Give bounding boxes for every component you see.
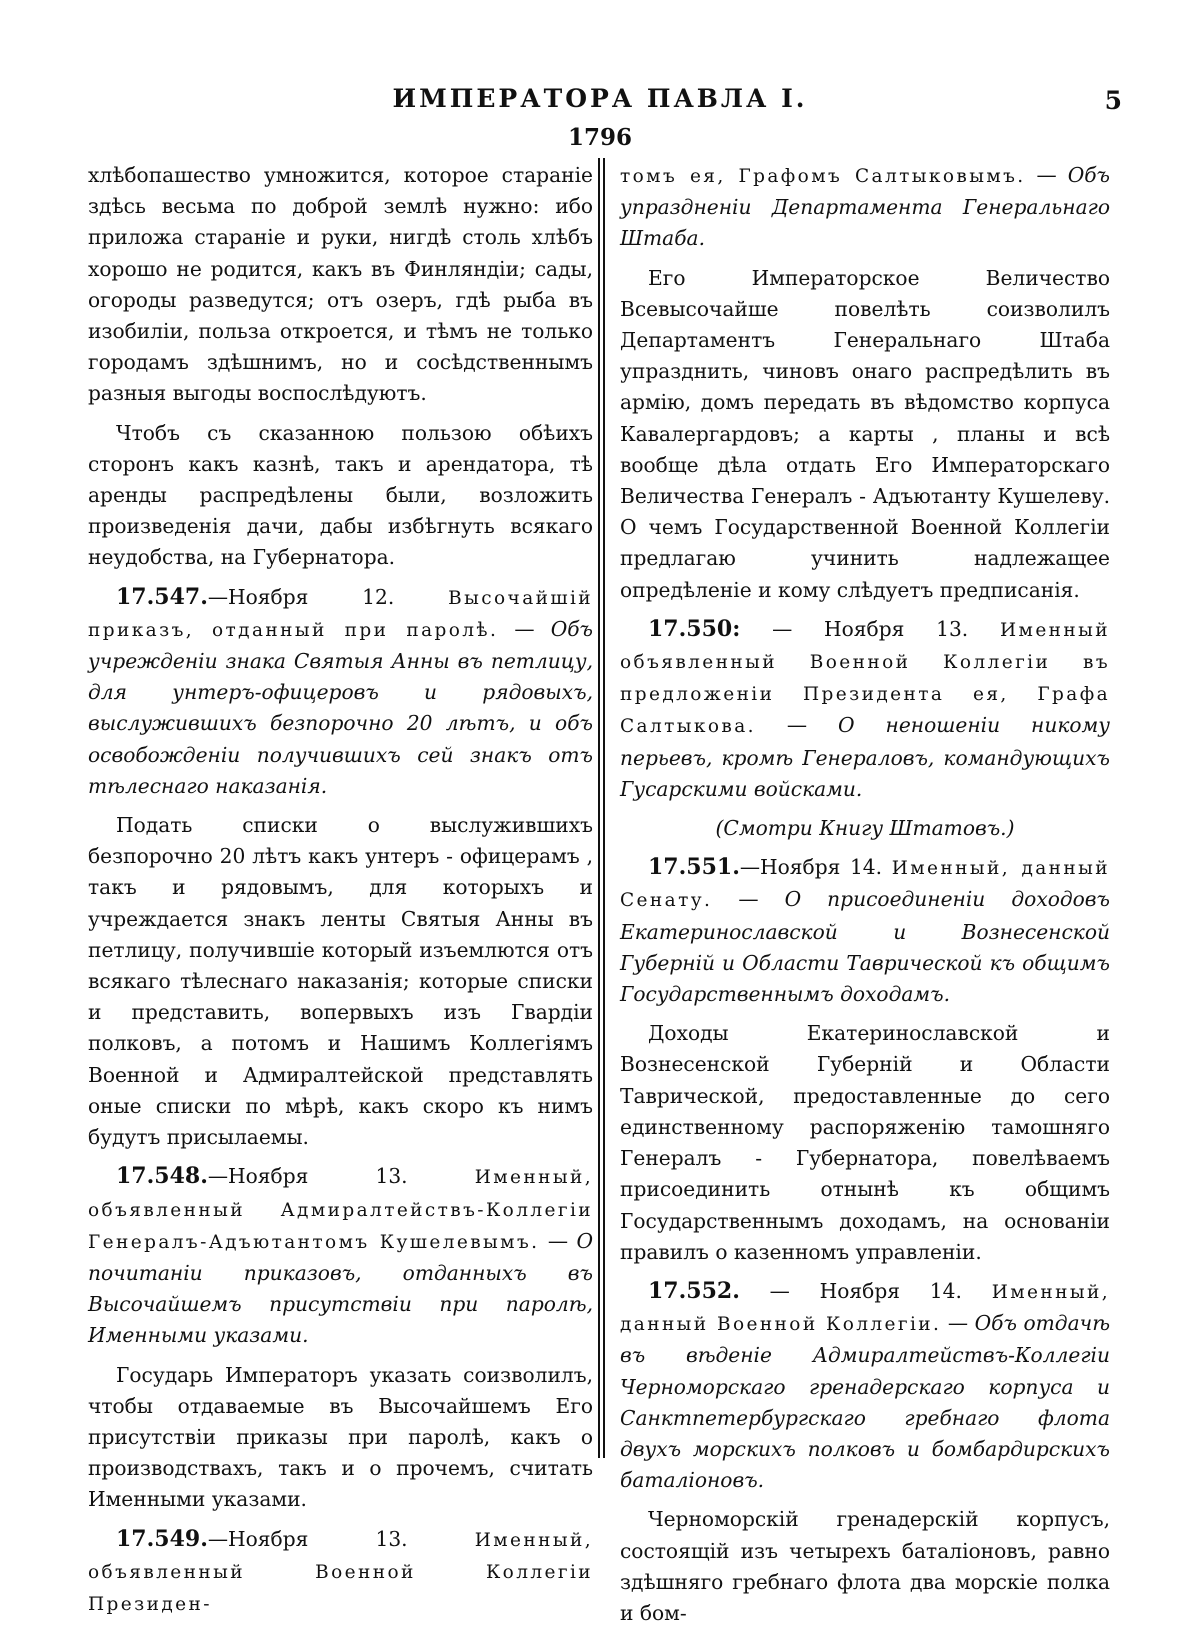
entry-type: Именный, данный Военной Коллегіи. (620, 1281, 1110, 1336)
year-heading: 1796 (567, 124, 632, 151)
entry-title: Объ отдачѣ въ вѣденіе Адмиралтействъ-Коллегіи Черноморскаго гренадерскаго корпуса и Санктпетербургскаго гребнаго флота двухъ морскихъ полковъ и бомбардирскихъ баталіоновъ. (620, 1311, 1110, 1493)
paragraph: Чтобъ съ сказанною пользою обѣихъ сторонъ какъ казнѣ, такъ и арендатора, тѣ аренды распредѣлены были, возложить произведенія дачи, дабы избѣгнуть всякаго неудобства, на Губернатора. (88, 420, 593, 570)
entry-number: 17.550: (648, 615, 741, 642)
entry-heading-17547 (88, 582, 593, 802)
entry-date: —Ноября 14. (739, 855, 883, 880)
entry-date: —Ноября 12. (207, 584, 395, 609)
entry-dash: — (947, 1311, 969, 1336)
entry-text: Черноморскій гренадерскій корпусъ, состоящій изъ четырехъ баталіоновъ, равно здѣшняго гребнаго флота два морскіе полка и бом- (620, 1507, 1110, 1625)
cross-reference-note: (Смотри Книгу Штатовъ.) (715, 816, 1015, 841)
entry-heading-17551 (620, 852, 1110, 1010)
entry-title: О неношеніи никому перьевъ, кромѣ Генераловъ, командующихъ Гусарскими войсками. (620, 713, 1110, 801)
entry-title: О присоединеніи доходовъ Екатеринославской и Вознесенской Губерній и Области Таврической къ общимъ Государственнымъ доходамъ. (620, 887, 1111, 1007)
entry-dash: — (514, 616, 535, 641)
entry-heading-17549-continued (620, 160, 1110, 255)
entry-number: 17.552. (648, 1277, 740, 1304)
entry-text: Подать списки о выслужившихъ безпорочно 20 лѣтъ какъ унтеръ - офицерамъ , такъ и рядовымъ, для которыхъ и учреждается знакъ ленты Святыя Анны въ петлицу, получившіе который изъемлются отъ всякаго тѣлеснаго наказанія; которые списки и представить, вопервыхъ изъ Гвардіи полковъ, а потомъ и Нашимъ Коллегіямъ Военной и Адмиралтейской представлять оные списки по мѣрѣ, какъ скоро къ нимъ будутъ присылаемы. (88, 813, 593, 1150)
entry-number: 17.547. (116, 583, 208, 610)
page-number: 5 (1104, 86, 1122, 115)
entry-title: Объ упраздненіи Департамента Генеральнаго Штаба. (620, 163, 1111, 251)
entry-date: —Ноября 13. (207, 1526, 408, 1551)
entry-number: 17.551. (648, 854, 740, 881)
entry-type: Высочайшій приказъ, отданный при паролѣ. (88, 587, 593, 641)
column-divider-rule (603, 158, 605, 1458)
entry-heading-17549 (88, 1524, 593, 1621)
entry-title: О почитаніи приказовъ, отданныхъ въ Высочайшемъ присутствіи при паролѣ, Именными указами. (88, 1228, 594, 1348)
column-divider-rule (598, 158, 600, 1458)
running-title: ИМПЕРАТОРА ПАВЛА I. (392, 84, 808, 113)
entry-date: — Ноября 14. (769, 1278, 962, 1303)
entry-type: Именный, данный Сенату. (620, 858, 1110, 912)
right-column (620, 160, 1110, 1629)
entry-date: — Ноября 13. (772, 616, 969, 641)
entry-dash: — (786, 713, 808, 738)
entry-type: томъ ея, Графомъ Салтыковымъ. (620, 166, 1026, 187)
entry-number: 17.549. (116, 1525, 208, 1552)
entry-type: Именный объявленный Военной Коллегіи въ предложеніи Президента ея, Графа Салтыкова. (620, 619, 1110, 738)
entry-type: Именный, объявленный Военной Коллегіи Президен- (88, 1529, 593, 1615)
entry-title: Объ учрежденіи знака Святыя Анны въ петлицу, для унтеръ-офицеровъ и рядовыхъ, выслужившихъ безпорочно 20 лѣтъ, и объ освобожденіи получившихъ сей знакъ отъ тѣлеснаго наказанія. (88, 616, 594, 798)
entry-text: Доходы Екатеринославской и Вознесенской Губерній и Области Таврической, предоставленные до сего единственному распоряженію тамошняго Генералъ - Губернатора, повелѣваемъ присоединить отнынѣ къ общимъ Государственнымъ доходамъ, на основаніи правилъ о казенномъ управленіи. (620, 1021, 1110, 1264)
paragraph: хлѣбопашество умножится, которое стараніе здѣсь весьма по доброй землѣ нужно: ибо приложа стараніе и руки, нигдѣ столь хлѣбъ хорошо не родится, какъ въ Финляндіи; сады, огороды разведутся; отъ озеръ, гдѣ рыба въ изобиліи, польза откроется, и тѣмъ не только городамъ здѣшнимъ, но и сосѣдственнымъ разныя выгоды воспослѣдуютъ. (88, 163, 593, 406)
entry-dash: — (1036, 163, 1057, 187)
left-column (88, 160, 593, 1620)
entry-heading-17548 (88, 1161, 593, 1351)
entry-dash: — (547, 1228, 569, 1253)
entry-number: 17.548. (116, 1163, 208, 1190)
entry-heading-17552 (620, 1276, 1110, 1496)
entry-dash: — (738, 887, 759, 912)
entry-date: —Ноября 13. (207, 1164, 408, 1189)
entry-text: Государь Императоръ указать соизволилъ, чтобы отдаваемые въ Высочайшемъ Его присутствіи приказы при паролѣ, какъ о производствахъ, такъ и о прочемъ, считать Именными указами. (88, 1362, 593, 1512)
entry-type: Именный, объявленный Адмиралтействъ-Коллегіи Генералъ-Адъютантомъ Кушелевымъ. (88, 1167, 593, 1253)
entry-heading-17550 (620, 614, 1110, 805)
entry-text: Его Императорское Величество Всевысочайше повелѣть соизволилъ Департаментъ Генеральнаго Штаба упразднить, чиновъ онаго распредѣлить въ армію, домъ передать въ вѣдомство корпуса Кавалергардовъ; а карты , планы и всѣ вообще дѣла отдать Его Императорскаго Величества Генералъ - Адъютанту Кушелеву. О чемъ Государственной Военной Коллегіи предлагаю учинить надлежащее опредѣленіе и кому слѣдуетъ предписанія. (620, 265, 1110, 602)
